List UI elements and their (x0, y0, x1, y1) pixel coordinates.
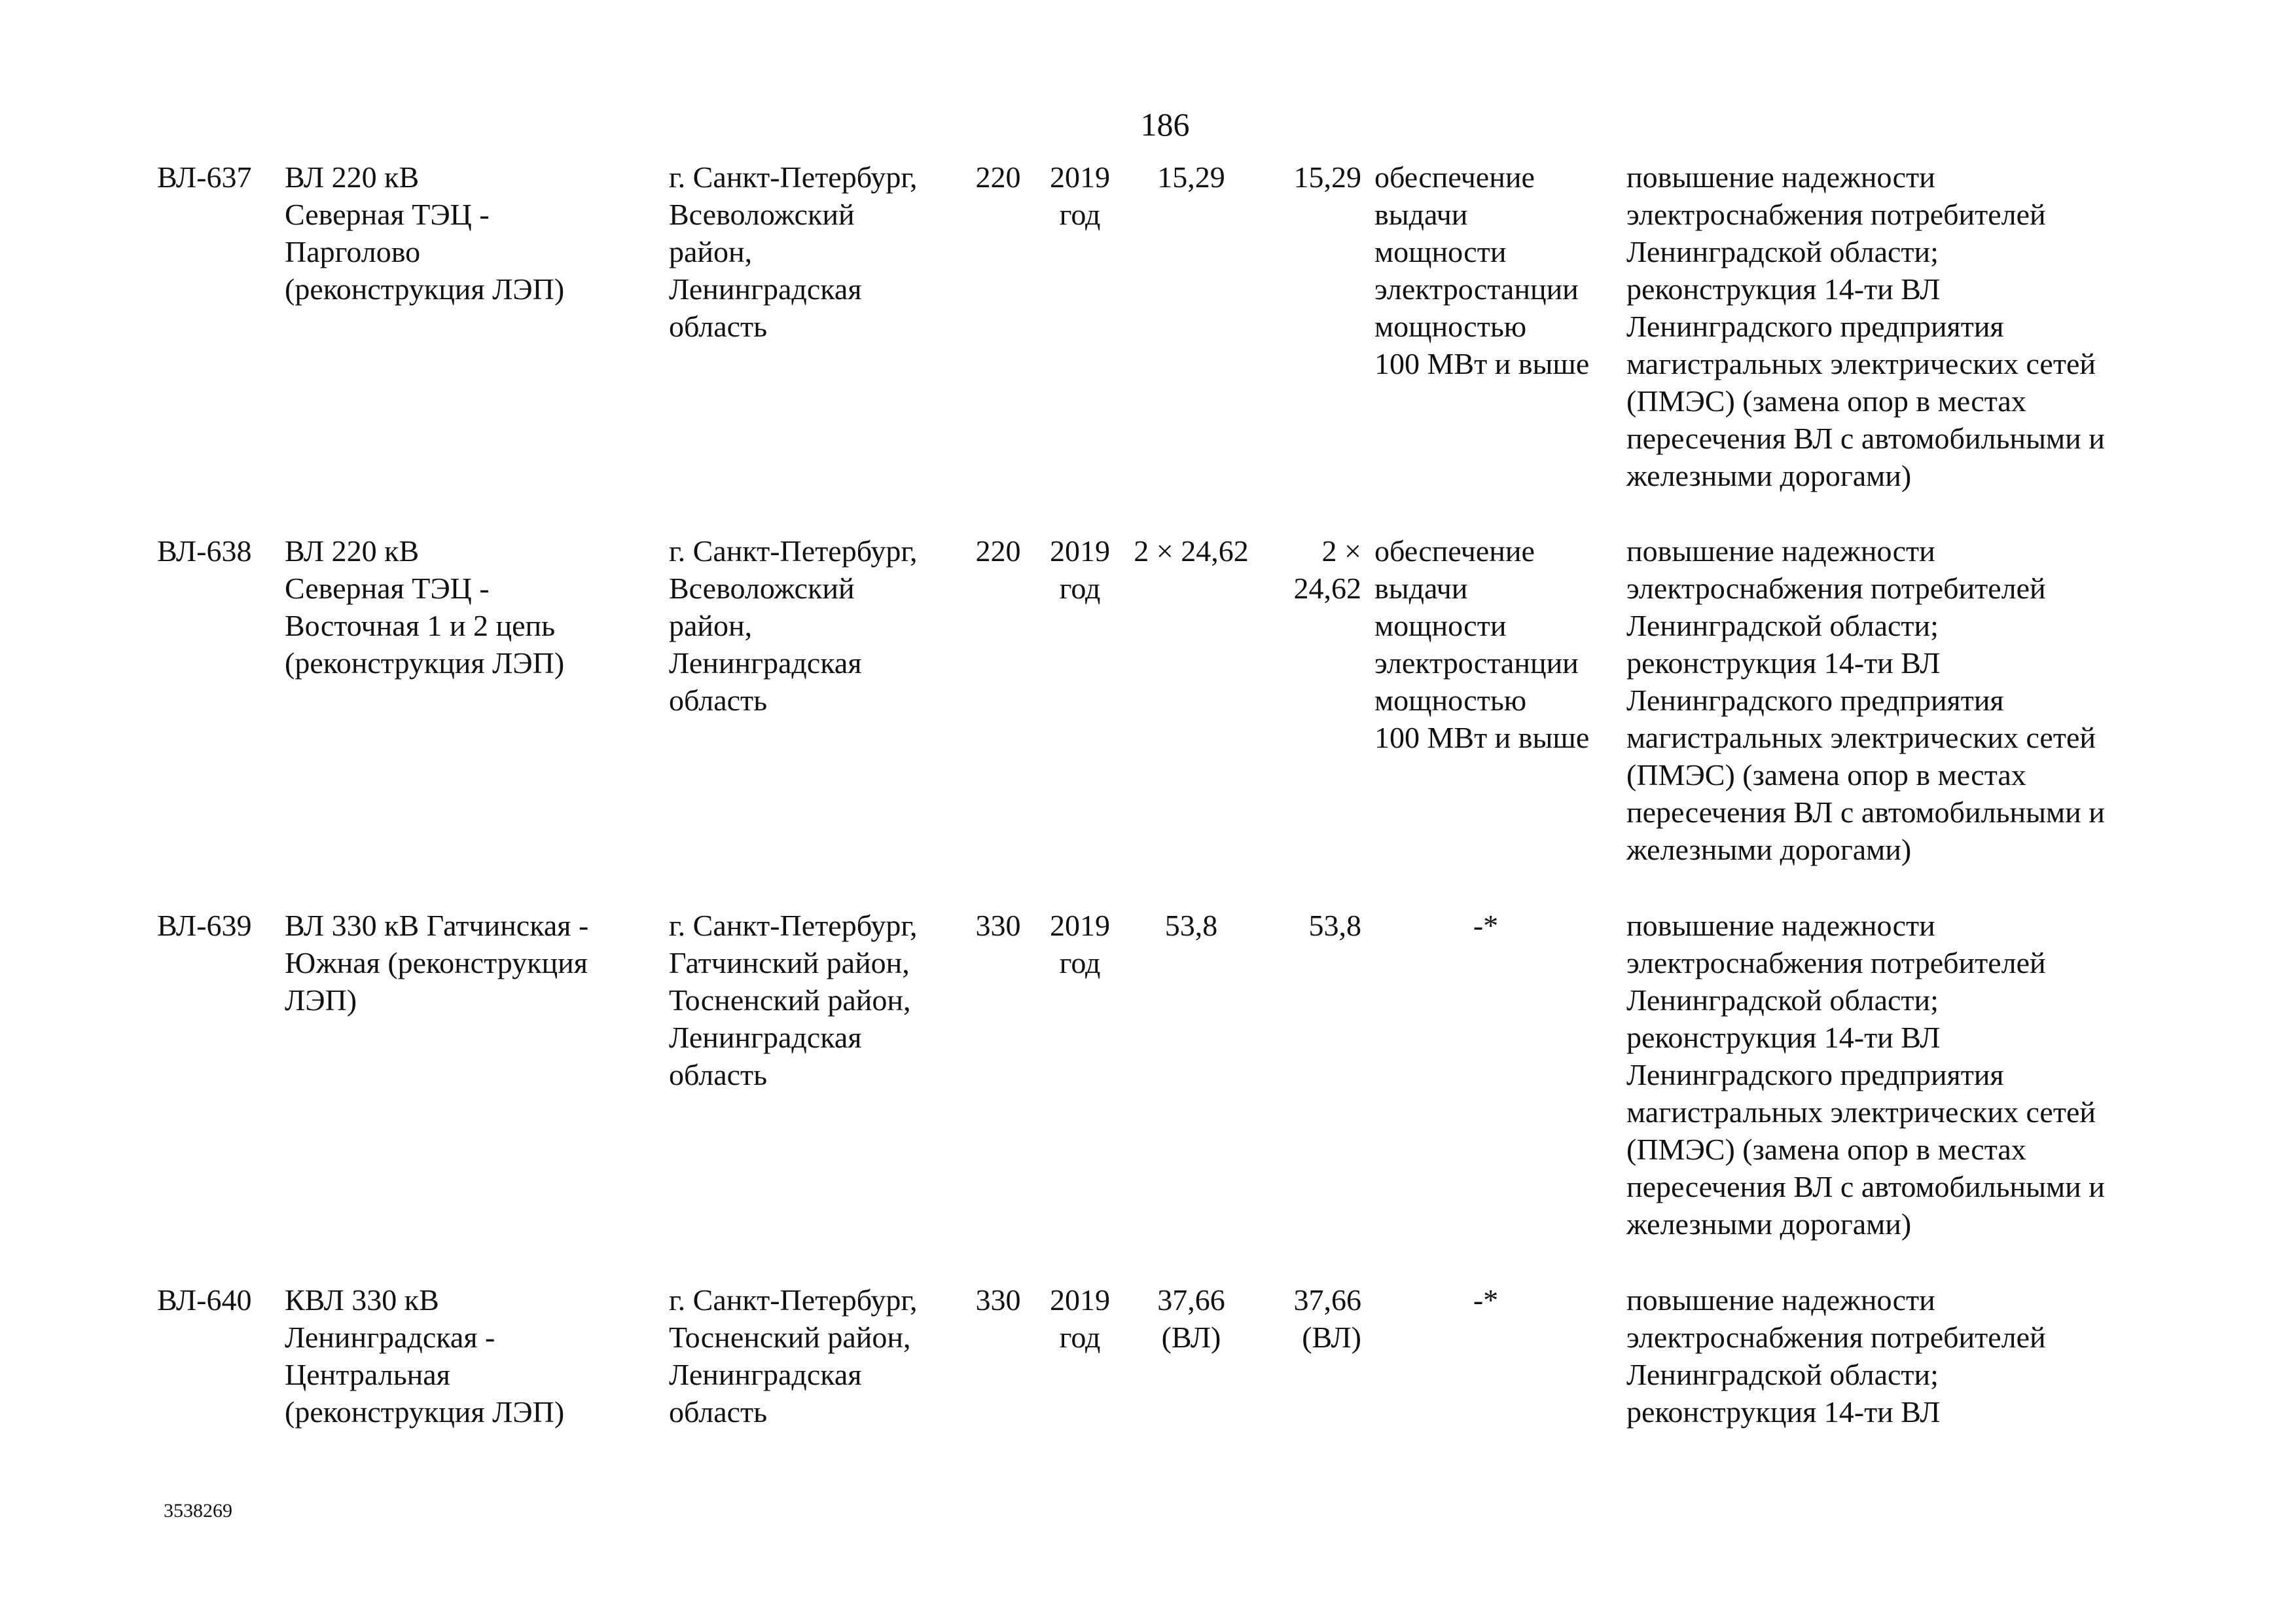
row-purpose: обеспечение выдачи мощности электростанции мощностью 100 МВт и выше (1374, 534, 1590, 754)
row-location: г. Санкт-Петербург, Всеволожский район, Ленинградская область (669, 534, 918, 717)
row-code: ВЛ-639 (157, 909, 252, 942)
row-length-2: 37,66 (ВЛ) (1293, 1283, 1361, 1354)
row-location: г. Санкт-Петербург, Гатчинский район, Тосненский район, Ленинградская область (669, 909, 918, 1091)
row-year: 2019 год (1050, 534, 1110, 605)
row-length-1: 37,66 (ВЛ) (1157, 1283, 1225, 1354)
row-voltage: 330 (975, 1283, 1021, 1317)
row-name: ВЛ 220 кВ Северная ТЭЦ - Восточная 1 и 2 цепь (реконструкция ЛЭП) (285, 534, 565, 680)
row-location: г. Санкт-Петербург, Тосненский район, Ленинградская область (669, 1283, 918, 1429)
row-location: г. Санкт-Петербург, Всеволожский район, Ленинградская область (669, 160, 918, 343)
row-reason: повышение надежности электроснабжения потребителей Ленинградской области; реконструкция 14-ти ВЛ Ленинградского предприятия магистральных электрических сетей (ПМЭС) (замена опор в местах пересечения ВЛ с автомобильными и железными дорогами) (1626, 160, 2105, 492)
row-voltage: 220 (975, 534, 1021, 568)
row-length-1: 15,29 (1157, 160, 1225, 194)
row-year: 2019 год (1050, 1283, 1110, 1354)
row-length-2: 53,8 (1308, 909, 1361, 942)
row-code: ВЛ-637 (157, 160, 252, 194)
row-length-1: 53,8 (1164, 909, 1218, 942)
row-reason: повышение надежности электроснабжения потребителей Ленинградской области; реконструкция 14-ти ВЛ Ленинградского предприятия магистральных электрических сетей (ПМЭС) (замена опор в местах пересечения ВЛ с автомобильными и железными дорогами) (1626, 909, 2105, 1241)
row-year: 2019 год (1050, 160, 1110, 231)
row-voltage: 330 (975, 909, 1021, 942)
page-number: 186 (1140, 106, 1190, 143)
row-voltage: 220 (975, 160, 1021, 194)
row-code: ВЛ-638 (157, 534, 252, 568)
row-reason: повышение надежности электроснабжения потребителей Ленинградской области; реконструкция 14-ти ВЛ Ленинградского предприятия магистральных электрических сетей (ПМЭС) (замена опор в местах пересечения ВЛ с автомобильными и железными дорогами) (1626, 534, 2105, 866)
row-reason: повышение надежности электроснабжения потребителей Ленинградской области; реконструкция 14-ти ВЛ (1626, 1283, 2046, 1429)
row-length-2: 2 × 24,62 (1293, 534, 1361, 605)
row-purpose: -* (1473, 909, 1499, 942)
row-purpose: -* (1473, 1283, 1499, 1317)
row-year: 2019 год (1050, 909, 1110, 979)
row-purpose: обеспечение выдачи мощности электростанции мощностью 100 МВт и выше (1374, 160, 1590, 380)
row-code: ВЛ-640 (157, 1283, 252, 1317)
row-name: КВЛ 330 кВ Ленинградская - Центральная (реконструкция ЛЭП) (285, 1283, 565, 1429)
row-length-1: 2 × 24,62 (1134, 534, 1249, 568)
row-name: ВЛ 220 кВ Северная ТЭЦ - Парголово (реконструкция ЛЭП) (285, 160, 565, 306)
row-length-2: 15,29 (1293, 160, 1361, 194)
document-number: 3538269 (164, 1500, 232, 1522)
row-name: ВЛ 330 кВ Гатчинская - Южная (реконструкция ЛЭП) (285, 909, 589, 1017)
